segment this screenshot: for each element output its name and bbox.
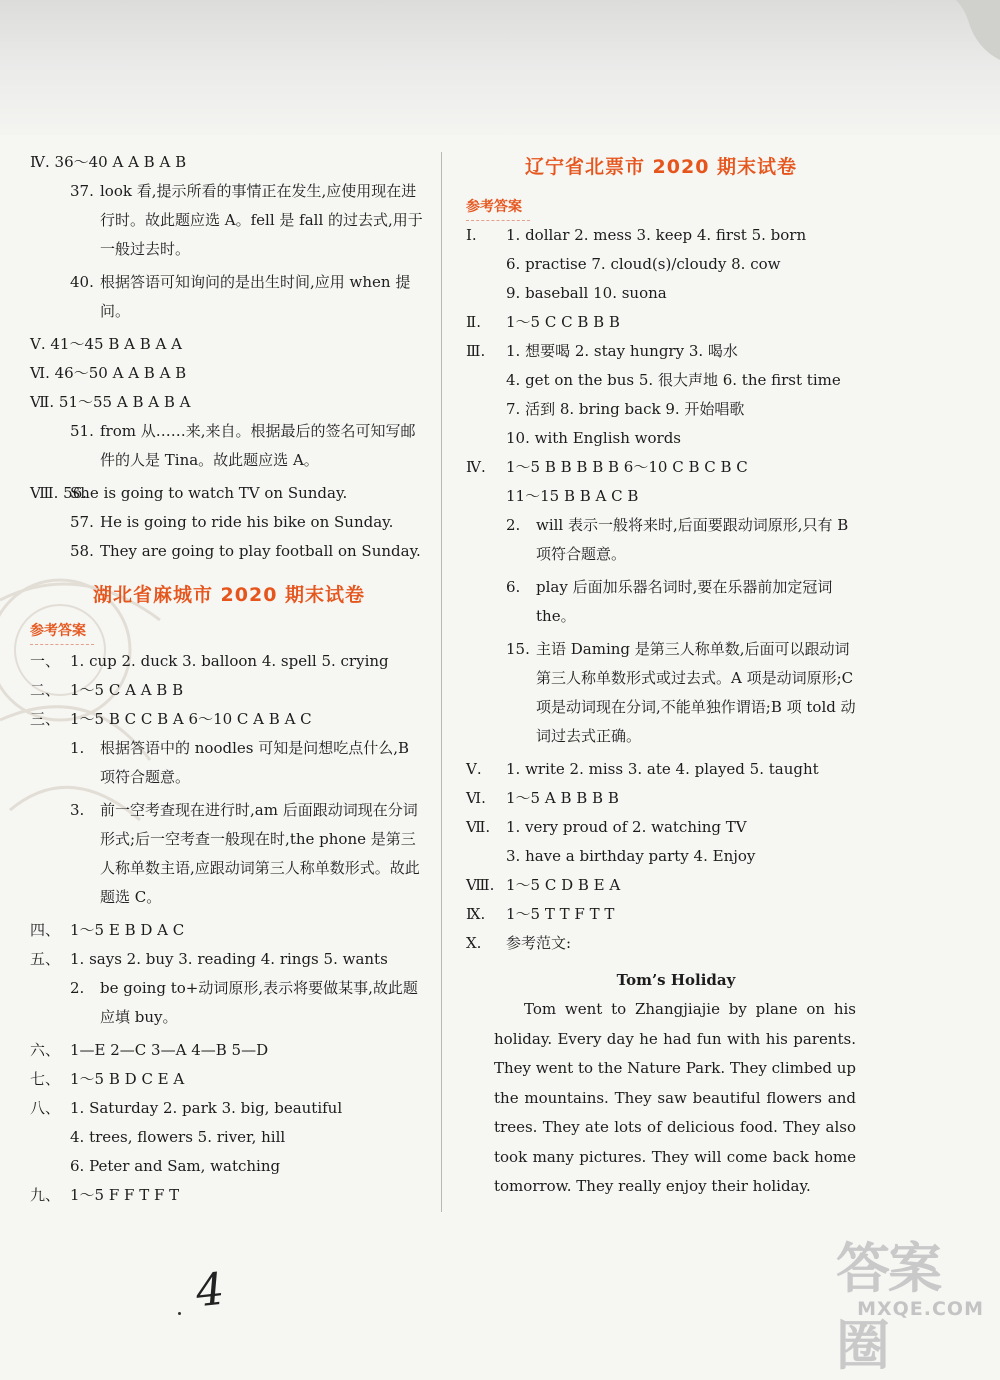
answer-line [30,1181,428,1210]
right-column [466,148,856,1202]
explanation-note [30,268,428,326]
item-label: Ⅸ. [466,905,486,923]
item-text: 1. Saturday 2. park 3. big, beautiful [70,1099,343,1117]
item-label: 九、 [30,1186,61,1204]
answer-line [466,784,856,813]
item-label: Ⅴ. 41～45 [30,335,104,353]
item-label: 四、 [30,921,61,939]
answer-line [30,359,428,388]
answers: A B A B A [116,393,191,411]
answer-line [30,705,428,734]
answer-line [466,813,856,842]
item-text: 根据答语中的 noodles 可知是问想吃点什么,B 项符合题意。 [100,739,410,786]
explanation-note [30,734,428,792]
answer-line [466,929,856,958]
answer-line [30,388,428,417]
item-text: 1～5 T T F T T [506,905,615,923]
explanation-note [30,974,428,1032]
item-label: Ⅹ. [466,934,482,952]
item-text: 1～5 E B D A C [70,921,185,939]
essay-body: Tom went to Zhangjiajie by plane on his holiday. Every day he had fun with his parents. They went to the Nature Park. They climbed up the mountains. They saw beautiful flowers and trees. They ate lots of delicious food. They also took many pictures. They will come back home tomorrow. They really enjoy their holiday. [494,1000,856,1195]
item-text: He is going to ride his bike on Sunday. [100,513,394,531]
item-text: 4. get on the bus 5. 很大声地 6. the first time [506,371,841,389]
item-text: 6. Peter and Sam, watching [70,1157,281,1175]
item-label: 2. [70,979,85,997]
answer-line [30,1036,428,1065]
item-label: 40. [70,273,94,291]
item-label: 七、 [30,1070,61,1088]
item-text: be going to+动词原形,表示将要做某事,故此题应填 buy。 [100,979,418,1026]
item-label: 6. [506,578,521,596]
answer-line [466,250,856,279]
answer-line [30,945,428,974]
item-text: 7. 活到 8. bring back 9. 开始唱歌 [506,400,745,418]
answer-line [466,900,856,929]
answer-line [466,453,856,482]
item-label: 一、 [30,652,61,670]
answer-line [30,916,428,945]
item-text: 1. write 2. miss 3. ate 4. played 5. taught [506,760,819,778]
item-text: They are going to play football on Sunday. [100,542,421,560]
answer-line [466,395,856,424]
answer-line [466,308,856,337]
item-label: 三、 [30,710,61,728]
item-text: 1～5 A B B B B [506,789,619,807]
item-text: 参考范文: [506,934,572,952]
reference-answer-label: 参考答案 [466,194,530,221]
answer-line [466,482,856,511]
answer-line [466,755,856,784]
item-text: 1. dollar 2. mess 3. keep 4. first 5. born [506,226,807,244]
watermark-logo: 答案圈 [836,1237,940,1377]
item-label: 八、 [30,1099,61,1117]
answer-line [30,676,428,705]
answer-line [30,148,428,177]
item-text: 10. with English words [506,429,681,447]
item-text: 9. baseball 10. suona [506,284,667,302]
explanation-note [30,796,428,912]
item-text: 1～5 C C B B B [506,313,620,331]
item-text: 1～5 B C C B A 6～10 C A B A C [70,710,312,728]
item-label: 二、 [30,681,61,699]
answer-line [30,508,428,537]
item-text: play 后面加乐器名词时,要在乐器前加定冠词 the。 [536,578,833,625]
item-label: Ⅵ. [466,789,486,807]
item-label: Ⅰ. [466,226,477,244]
item-text: from 从……来,来自。根据最后的签名可知写邮件的人是 Tina。故此题应选 A。 [100,422,416,469]
item-text: 前一空考查现在进行时,am 后面跟动词现在分词形式;后一空考查一般现在时,the phone 是第三人称单数主语,应跟动词第三人称单数形式。故此题选 C。 [100,801,420,906]
item-label: Ⅳ. [466,458,486,476]
explanation-note [466,573,856,631]
essay-title: Tom’s Holiday [616,971,736,989]
section-title: 辽宁省北票市 2020 期末试卷 [524,156,798,178]
item-label: Ⅲ. [466,342,486,360]
item-label: 2. [506,516,521,534]
answer-line [466,871,856,900]
answer-line [466,424,856,453]
item-text: 1～5 C A A B B [70,681,184,699]
item-label: Ⅳ. 36～40 [30,153,108,171]
answer-line [30,1123,428,1152]
handwritten-mark: 4 [193,1263,227,1318]
item-text: 4. trees, flowers 5. river, hill [70,1128,286,1146]
item-text: 6. practise 7. cloud(s)/cloudy 8. cow [506,255,781,273]
answer-line [466,221,856,250]
answers: A A B A B [112,153,187,171]
reference-answer-label: 参考答案 [30,618,94,645]
explanation-note [466,511,856,569]
item-label: Ⅵ. 46～50 [30,364,108,382]
watermark-url: MXQE.COM [857,1298,984,1320]
item-label: Ⅶ. 51～55 [30,393,113,411]
answer-line [466,842,856,871]
item-text: 1. says 2. buy 3. reading 4. rings 5. wants [70,950,388,968]
item-text: will 表示一般将来时,后面要跟动词原形,只有 B 项符合题意。 [536,516,849,563]
answer-line [30,1094,428,1123]
column-divider [441,152,442,1212]
item-text: 1. cup 2. duck 3. balloon 4. spell 5. crying [70,652,389,670]
answer-line [30,330,428,359]
item-text: look 看,提示所看的事情正在发生,应使用现在进行时。故此题应选 A。fell 是 fall 的过去式,用于一般过去时。 [100,182,423,258]
item-text: 根据答语可知询问的是出生时间,应用 when 提问。 [100,273,411,320]
answer-line [30,1065,428,1094]
section-title: 湖北省麻城市 2020 期末试卷 [92,584,366,606]
answer-line [30,537,428,566]
left-column [30,148,428,1210]
item-label: 五、 [30,950,61,968]
answers: B A B A A [108,335,182,353]
pen-dot [178,1312,181,1315]
item-text: 11～15 B B A C B [506,487,639,505]
item-label: 六、 [30,1041,61,1059]
answer-line [466,366,856,395]
item-text: 1. very proud of 2. watching TV [506,818,747,836]
explanation-note [466,635,856,751]
item-text: 1～5 F F T F T [70,1186,180,1204]
item-label: Ⅷ. 56. [30,484,88,502]
item-text: 1～5 B D C E A [70,1070,185,1088]
answer-line [30,479,428,508]
item-label: 15. [506,640,530,658]
answers: A A B A B [112,364,187,382]
answer-line [30,647,428,676]
answer-line [466,279,856,308]
item-label: 51. [70,422,94,440]
item-label: Ⅷ. [466,876,495,894]
item-text: 1—E 2—C 3—A 4—B 5—D [70,1041,269,1059]
item-text: 1～5 C D B E A [506,876,621,894]
answer-line [30,1152,428,1181]
item-label: Ⅴ. [466,760,482,778]
answer-line [466,337,856,366]
item-label: 1. [70,739,85,757]
explanation-note [30,417,428,475]
item-label: 58. [70,542,94,560]
explanation-note [30,177,428,264]
item-text: 1～5 B B B B B 6～10 C B C B C [506,458,748,476]
item-label: 3. [70,801,85,819]
item-text: 主语 Daming 是第三人称单数,后面可以跟动词第三人称单数形式或过去式。A 项是动词原形;C 项是动词现在分词,不能单独作谓语;B 项 told 动词过去式正确。 [536,640,856,745]
item-text: She is going to watch TV on Sunday. [70,484,348,502]
item-label: Ⅶ. [466,818,491,836]
item-label: Ⅱ. [466,313,481,331]
item-label: 57. [70,513,94,531]
item-label: 37. [70,182,94,200]
item-text: 1. 想要喝 2. stay hungry 3. 喝水 [506,342,738,360]
item-text: 3. have a birthday party 4. Enjoy [506,847,756,865]
watermark [836,1226,986,1377]
